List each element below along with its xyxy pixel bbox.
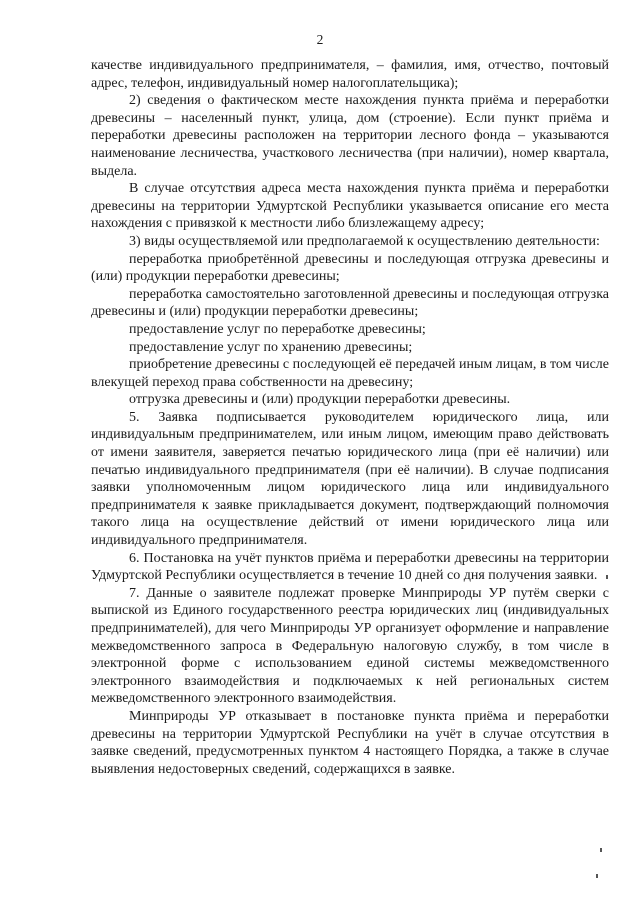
paragraph-item-5-signing: 5. Заявка подписывается руководителем юридического лица, или индивидуальным предпринимателем, или иным лицом, имеющим право действовать от имени заявителя, заверяется печатью юридического лица (при её наличии) или печатью индивидуального предпринимателя (при её наличии). В случае подписания заявки уполномоченным лицом юридического лица или индивидуального предпринимателя к заявке прикладывается документ, подтверждающий полномочия такого лица на осуществление действий от имени юридического лица или индивидуального предпринимателя.: [91, 409, 609, 549]
paragraph-no-address-case: В случае отсутствия адреса места нахождения пункта приёма и переработки древесины на территории Удмуртской Республики указывается описание его места нахождения с привязкой к местности либо близлежащему адресу;: [91, 181, 609, 232]
page-number: 2: [316, 32, 324, 47]
scan-speck: [606, 575, 608, 579]
paragraph-item-2-location: 2) сведения о фактическом месте нахождения пункта приёма и переработки древесины – населенный пункт, улица, дом (строение). Если пункт приёма и переработки древесины расположен на территории лесного фонда – указываются наименование лесничества, участкового лесничества (при наличии), номер квартала, выдела.: [91, 93, 609, 179]
paragraph-item-3-activities: 3) виды осуществляемой или предполагаемой к осуществлению деятельности:: [129, 233, 600, 249]
paragraph-activity-processing-services: предоставление услуг по переработке древесины;: [129, 321, 426, 337]
document-body: [91, 57, 609, 778]
paragraph-applicant-details-continued: качестве индивидуального предпринимателя, – фамилия, имя, отчество, почтовый адрес, телефон, индивидуальный номер налогоплательщика);: [91, 58, 609, 91]
paragraph-item-7-verification: 7. Данные о заявителе подлежат проверке Минприроды УР путём сверки с выпиской из Единого государственного реестра юридических лиц (индивидуальных предпринимателей), для чего Минприроды УР организует оформление и направление межведомственного запроса в Федеральную налоговую службу, в том числе в электронной форме с использованием единой системы межведомственного электронного взаимодействия и подключаемых к ней региональных систем межведомственного электронного взаимодействия.: [91, 585, 609, 707]
paragraph-item-6-registration: 6. Постановка на учёт пунктов приёма и переработки древесины на территории Удмуртской Республики осуществляется в течение 10 дней со дня получения заявки.: [91, 550, 609, 584]
scan-speck: [596, 874, 598, 878]
paragraph-activity-purchase-transfer: приобретение древесины с последующей её передачей иным лицам, в том числе влекущей переход права собственности на древесину;: [91, 357, 609, 390]
scan-speck: [600, 848, 602, 852]
paragraph-activity-processing-own: переработка самостоятельно заготовленной древесины и последующая отгрузка древесины и (или) продукции переработки древесины;: [91, 286, 609, 320]
paragraph-activity-shipment: отгрузка древесины и (или) продукции переработки древесины.: [129, 392, 511, 408]
paragraph-activity-processing-purchased: переработка приобретённой древесины и последующая отгрузка древесины и (или) продукции переработки древесины;: [91, 251, 609, 285]
paragraph-refusal-conditions: Минприроды УР отказывает в постановке пункта приёма и переработки древесины на территории Удмуртской Республики на учёт в случае отсутствия в заявке сведений, предусмотренных пунктом 4 настоящего Порядка, а также в случае выявления недостоверных сведений, содержащихся в заявке.: [91, 708, 609, 777]
paragraph-activity-storage-services: предоставление услуг по хранению древесины;: [129, 339, 413, 355]
